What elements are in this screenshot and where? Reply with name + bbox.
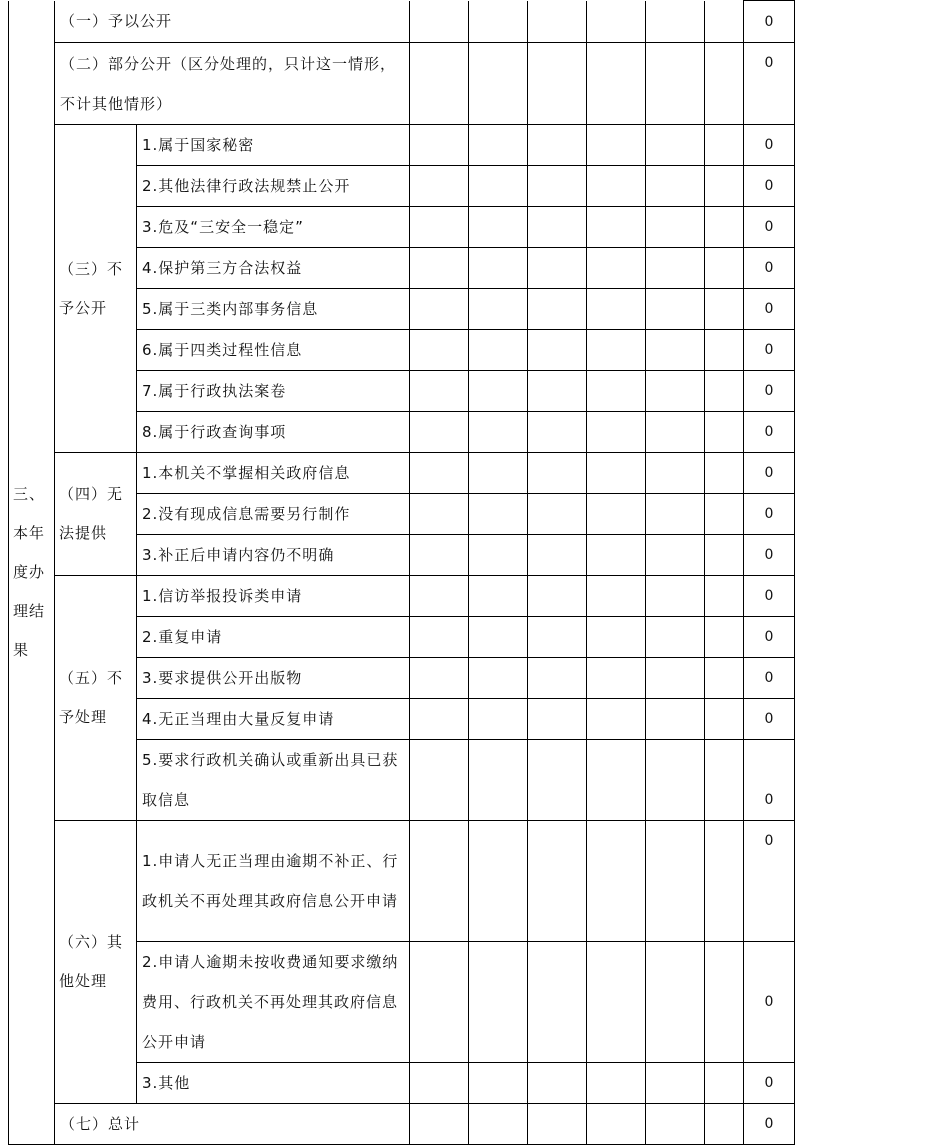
cell-blank bbox=[705, 942, 744, 1063]
cell-blank bbox=[469, 658, 528, 699]
category-label-not-processed: （五）不予处理 bbox=[55, 576, 137, 821]
item-label: 2.申请人逾期未按收费通知要求缴纳费用、行政机关不再处理其政府信息公开申请 bbox=[137, 942, 410, 1063]
cell-blank bbox=[410, 453, 469, 494]
cell-blank bbox=[528, 1063, 587, 1104]
cell-blank bbox=[528, 535, 587, 576]
cell-blank bbox=[410, 125, 469, 166]
cell-blank bbox=[646, 658, 705, 699]
item-label: 7.属于行政执法案卷 bbox=[137, 371, 410, 412]
cell-blank bbox=[469, 1104, 528, 1145]
cell-blank bbox=[587, 576, 646, 617]
cell-blank bbox=[587, 125, 646, 166]
item-label: 6.属于四类过程性信息 bbox=[137, 330, 410, 371]
item-value: 0 bbox=[744, 330, 795, 371]
cell-blank bbox=[705, 1104, 744, 1145]
cell-blank bbox=[646, 289, 705, 330]
category-label-no-disclosure: （三）不予公开 bbox=[55, 125, 137, 453]
row-value-publish: 0 bbox=[744, 1, 795, 43]
cell-blank bbox=[646, 821, 705, 942]
cell-blank bbox=[469, 617, 528, 658]
cell-blank bbox=[587, 43, 646, 125]
cell-blank bbox=[528, 248, 587, 289]
cell-blank bbox=[528, 740, 587, 821]
item-label: 1.信访举报投诉类申请 bbox=[137, 576, 410, 617]
cell-blank bbox=[528, 371, 587, 412]
item-value: 0 bbox=[744, 125, 795, 166]
item-label: 3.要求提供公开出版物 bbox=[137, 658, 410, 699]
cell-blank bbox=[646, 1, 705, 43]
item-label: 8.属于行政查询事项 bbox=[137, 412, 410, 453]
item-label: 1.属于国家秘密 bbox=[137, 125, 410, 166]
item-value: 0 bbox=[744, 371, 795, 412]
item-value: 0 bbox=[744, 535, 795, 576]
cell-blank bbox=[410, 740, 469, 821]
cell-blank bbox=[587, 658, 646, 699]
cell-blank bbox=[646, 43, 705, 125]
cell-blank bbox=[705, 658, 744, 699]
cell-blank bbox=[469, 289, 528, 330]
cell-blank bbox=[528, 330, 587, 371]
cell-blank bbox=[469, 740, 528, 821]
cell-blank bbox=[410, 412, 469, 453]
cell-blank bbox=[587, 1, 646, 43]
cell-blank bbox=[528, 453, 587, 494]
cell-blank bbox=[646, 1063, 705, 1104]
cell-blank bbox=[528, 166, 587, 207]
item-value: 0 bbox=[744, 412, 795, 453]
cell-blank bbox=[528, 125, 587, 166]
cell-blank bbox=[410, 494, 469, 535]
cell-blank bbox=[469, 125, 528, 166]
category-label-cannot-provide: （四）无法提供 bbox=[55, 453, 137, 576]
cell-blank bbox=[469, 1, 528, 43]
cell-blank bbox=[705, 125, 744, 166]
cell-blank bbox=[646, 740, 705, 821]
cell-blank bbox=[410, 535, 469, 576]
cell-blank bbox=[528, 942, 587, 1063]
cell-blank bbox=[410, 289, 469, 330]
cell-blank bbox=[587, 699, 646, 740]
cell-blank bbox=[705, 1, 744, 43]
item-value: 0 bbox=[744, 576, 795, 617]
cell-blank bbox=[410, 248, 469, 289]
cell-blank bbox=[646, 248, 705, 289]
cell-blank bbox=[469, 576, 528, 617]
cell-blank bbox=[646, 576, 705, 617]
item-label: 3.补正后申请内容仍不明确 bbox=[137, 535, 410, 576]
cell-blank bbox=[469, 412, 528, 453]
cell-blank bbox=[646, 412, 705, 453]
cell-blank bbox=[646, 453, 705, 494]
cell-blank bbox=[646, 494, 705, 535]
item-label: 2.其他法律行政法规禁止公开 bbox=[137, 166, 410, 207]
cell-blank bbox=[528, 43, 587, 125]
row-label-publish: （一）予以公开 bbox=[55, 1, 410, 43]
cell-blank bbox=[705, 371, 744, 412]
cell-blank bbox=[410, 207, 469, 248]
item-label: 4.保护第三方合法权益 bbox=[137, 248, 410, 289]
cell-blank bbox=[587, 289, 646, 330]
item-value: 0 bbox=[744, 740, 795, 821]
cell-blank bbox=[646, 207, 705, 248]
cell-blank bbox=[587, 740, 646, 821]
item-value: 0 bbox=[744, 617, 795, 658]
cell-blank bbox=[469, 494, 528, 535]
cell-blank bbox=[469, 166, 528, 207]
item-value: 0 bbox=[744, 1063, 795, 1104]
cell-blank bbox=[646, 166, 705, 207]
cell-blank bbox=[410, 330, 469, 371]
cell-blank bbox=[469, 43, 528, 125]
cell-blank bbox=[587, 1104, 646, 1145]
cell-blank bbox=[528, 821, 587, 942]
item-label: 3.其他 bbox=[137, 1063, 410, 1104]
cell-blank bbox=[469, 699, 528, 740]
row-value-total: 0 bbox=[744, 1104, 795, 1145]
cell-blank bbox=[705, 740, 744, 821]
cell-blank bbox=[410, 699, 469, 740]
cell-blank bbox=[410, 371, 469, 412]
cell-blank bbox=[646, 535, 705, 576]
item-value: 0 bbox=[744, 494, 795, 535]
row-label-partial: （二）部分公开（区分处理的，只计这一情形，不计其他情形） bbox=[55, 43, 410, 125]
cell-blank bbox=[410, 166, 469, 207]
cell-blank bbox=[469, 535, 528, 576]
cell-blank bbox=[410, 576, 469, 617]
cell-blank bbox=[646, 699, 705, 740]
cell-blank bbox=[646, 125, 705, 166]
cell-blank bbox=[587, 412, 646, 453]
cell-blank bbox=[528, 494, 587, 535]
cell-blank bbox=[469, 453, 528, 494]
item-value: 0 bbox=[744, 166, 795, 207]
cell-blank bbox=[705, 453, 744, 494]
cell-blank bbox=[528, 617, 587, 658]
item-label: 1.申请人无正当理由逾期不补正、行政机关不再处理其政府信息公开申请 bbox=[137, 821, 410, 942]
cell-blank bbox=[469, 371, 528, 412]
cell-blank bbox=[705, 821, 744, 942]
cell-blank bbox=[528, 1, 587, 43]
cell-blank bbox=[469, 1063, 528, 1104]
cell-blank bbox=[528, 412, 587, 453]
item-label: 4.无正当理由大量反复申请 bbox=[137, 699, 410, 740]
item-label: 2.没有现成信息需要另行制作 bbox=[137, 494, 410, 535]
item-value: 0 bbox=[744, 942, 795, 1063]
cell-blank bbox=[587, 821, 646, 942]
cell-blank bbox=[410, 43, 469, 125]
cell-blank bbox=[587, 371, 646, 412]
cell-blank bbox=[587, 166, 646, 207]
cell-blank bbox=[646, 330, 705, 371]
cell-blank bbox=[705, 699, 744, 740]
cell-blank bbox=[646, 1104, 705, 1145]
cell-blank bbox=[587, 1063, 646, 1104]
cell-blank bbox=[587, 942, 646, 1063]
cell-blank bbox=[410, 942, 469, 1063]
cell-blank bbox=[410, 617, 469, 658]
cell-blank bbox=[646, 617, 705, 658]
cell-blank bbox=[469, 248, 528, 289]
item-value: 0 bbox=[744, 207, 795, 248]
cell-blank bbox=[528, 699, 587, 740]
cell-blank bbox=[705, 617, 744, 658]
item-value: 0 bbox=[744, 699, 795, 740]
cell-blank bbox=[410, 1063, 469, 1104]
cell-blank bbox=[528, 289, 587, 330]
cell-blank bbox=[587, 207, 646, 248]
cell-blank bbox=[469, 942, 528, 1063]
item-label: 5.属于三类内部事务信息 bbox=[137, 289, 410, 330]
cell-blank bbox=[528, 576, 587, 617]
cell-blank bbox=[705, 576, 744, 617]
cell-blank bbox=[705, 1063, 744, 1104]
results-table bbox=[8, 0, 795, 1145]
cell-blank bbox=[469, 821, 528, 942]
cell-blank bbox=[410, 1104, 469, 1145]
item-label: 3.危及“三安全一稳定” bbox=[137, 207, 410, 248]
category-label-other-processing: （六）其他处理 bbox=[55, 821, 137, 1104]
cell-blank bbox=[705, 207, 744, 248]
cell-blank bbox=[646, 371, 705, 412]
item-label: 1.本机关不掌握相关政府信息 bbox=[137, 453, 410, 494]
cell-blank bbox=[587, 535, 646, 576]
cell-blank bbox=[587, 494, 646, 535]
cell-blank bbox=[705, 289, 744, 330]
row-label-total: （七）总计 bbox=[55, 1104, 410, 1145]
cell-blank bbox=[705, 535, 744, 576]
item-value: 0 bbox=[744, 658, 795, 699]
cell-blank bbox=[469, 330, 528, 371]
item-value: 0 bbox=[744, 248, 795, 289]
item-label: 5.要求行政机关确认或重新出具已获取信息 bbox=[137, 740, 410, 821]
cell-blank bbox=[705, 330, 744, 371]
item-value: 0 bbox=[744, 453, 795, 494]
cell-blank bbox=[587, 453, 646, 494]
cell-blank bbox=[705, 248, 744, 289]
cell-blank bbox=[646, 942, 705, 1063]
cell-blank bbox=[410, 821, 469, 942]
cell-blank bbox=[410, 1, 469, 43]
cell-blank bbox=[705, 166, 744, 207]
cell-blank bbox=[705, 494, 744, 535]
cell-blank bbox=[705, 412, 744, 453]
item-label: 2.重复申请 bbox=[137, 617, 410, 658]
cell-blank bbox=[469, 207, 528, 248]
cell-blank bbox=[410, 658, 469, 699]
item-value: 0 bbox=[744, 821, 795, 942]
section-label: 三、本年度办理结果 bbox=[9, 1, 55, 1145]
cell-blank bbox=[528, 207, 587, 248]
row-value-partial: 0 bbox=[744, 43, 795, 125]
cell-blank bbox=[528, 658, 587, 699]
cell-blank bbox=[528, 1104, 587, 1145]
cell-blank bbox=[587, 330, 646, 371]
cell-blank bbox=[705, 43, 744, 125]
cell-blank bbox=[587, 248, 646, 289]
cell-blank bbox=[587, 617, 646, 658]
item-value: 0 bbox=[744, 289, 795, 330]
